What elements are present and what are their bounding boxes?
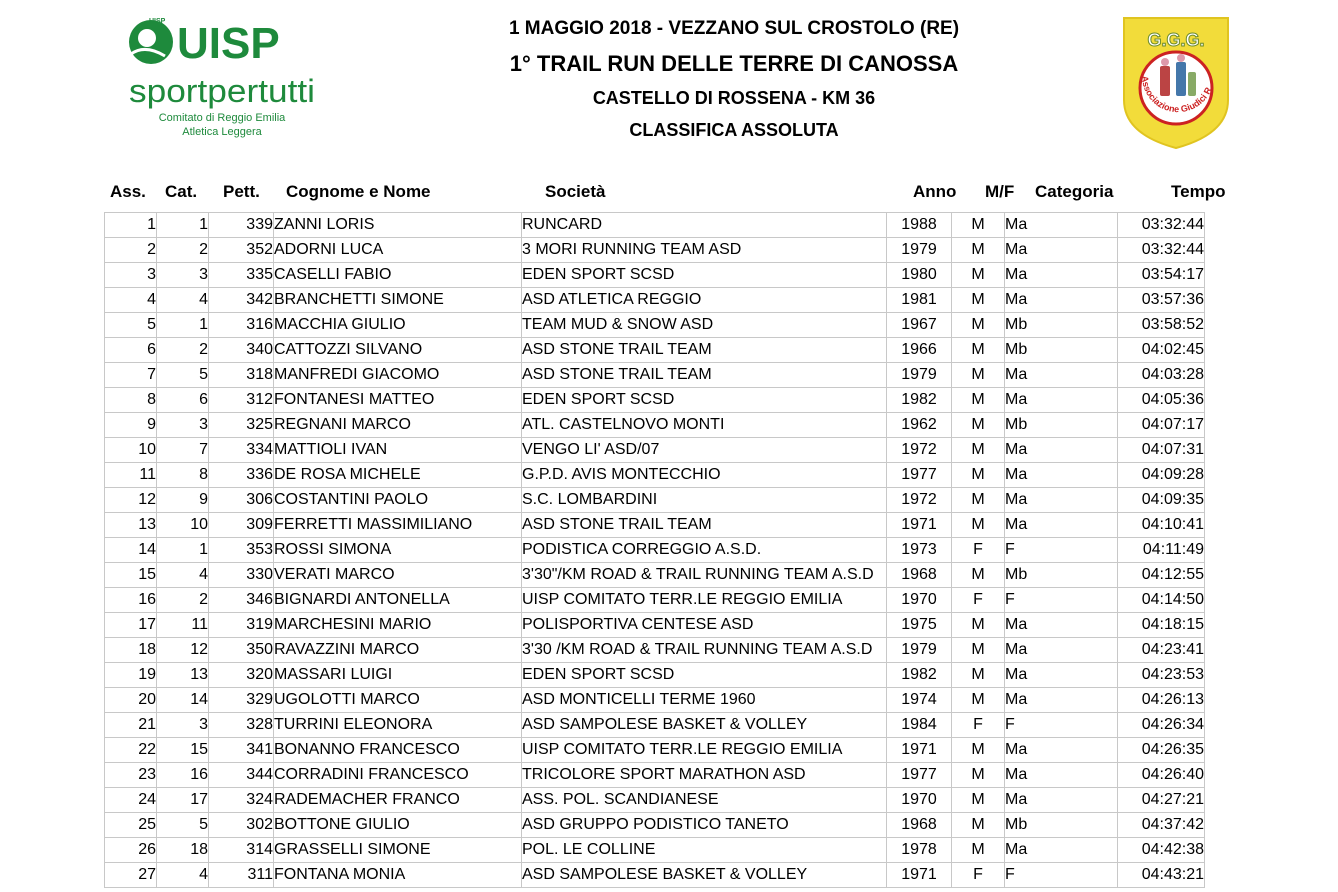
cat-cell: 4	[157, 288, 209, 313]
club-cell: ATL. CASTELNOVO MONTI	[522, 413, 887, 438]
athlete-name-cell: MATTIOLI IVAN	[274, 438, 522, 463]
table-row	[105, 663, 1205, 688]
event-course: CASTELLO DI ROSSENA - KM 36	[592, 88, 876, 108]
athlete-name-cell: COSTANTINI PAOLO	[274, 488, 522, 513]
results-body	[105, 213, 1205, 888]
category-cell: Ma	[1005, 613, 1118, 638]
athlete-name-cell: RADEMACHER FRANCO	[274, 788, 522, 813]
bib-cell: 352	[209, 238, 274, 263]
table-row	[105, 513, 1205, 538]
category-cell: Ma	[1005, 838, 1118, 863]
athlete-name-cell: MANFREDI GIACOMO	[274, 363, 522, 388]
gender-cell: M	[952, 763, 1005, 788]
table-row	[105, 263, 1205, 288]
bib-cell: 309	[209, 513, 274, 538]
ass-cell: 20	[105, 688, 157, 713]
category-cell: F	[1005, 713, 1118, 738]
birth-year-cell: 1977	[887, 763, 952, 788]
club-cell: ASD ATLETICA REGGIO	[522, 288, 887, 313]
ass-cell: 27	[105, 863, 157, 888]
time-cell: 04:43:21	[1118, 863, 1205, 888]
cat-cell: 18	[157, 838, 209, 863]
time-cell: 04:11:49	[1118, 538, 1205, 563]
ass-cell: 14	[105, 538, 157, 563]
ass-cell: 1	[105, 213, 157, 238]
athlete-name-cell: ADORNI LUCA	[274, 238, 522, 263]
gender-cell: M	[952, 388, 1005, 413]
gender-cell: M	[952, 663, 1005, 688]
cat-cell: 3	[157, 713, 209, 738]
cat-cell: 10	[157, 513, 209, 538]
cat-cell: 11	[157, 613, 209, 638]
athlete-name-cell: MASSARI LUIGI	[274, 663, 522, 688]
athlete-name-cell: CASELLI FABIO	[274, 263, 522, 288]
gender-cell: M	[952, 488, 1005, 513]
uisp-sub2: Atletica Leggera	[182, 126, 262, 138]
ass-cell: 18	[105, 638, 157, 663]
birth-year-cell: 1970	[887, 788, 952, 813]
time-cell: 04:07:31	[1118, 438, 1205, 463]
athlete-name-cell: REGNANI MARCO	[274, 413, 522, 438]
table-row	[105, 713, 1205, 738]
birth-year-cell: 1978	[887, 838, 952, 863]
club-cell: ASD SAMPOLESE BASKET & VOLLEY	[522, 863, 887, 888]
athlete-name-cell: TURRINI ELEONORA	[274, 713, 522, 738]
bib-cell: 341	[209, 738, 274, 763]
table-row	[105, 338, 1205, 363]
athlete-name-cell: CORRADINI FRANCESCO	[274, 763, 522, 788]
club-cell: EDEN SPORT SCSD	[522, 388, 887, 413]
time-cell: 04:26:35	[1118, 738, 1205, 763]
time-cell: 04:09:35	[1118, 488, 1205, 513]
athlete-name-cell: BIGNARDI ANTONELLA	[274, 588, 522, 613]
athlete-name-cell: BRANCHETTI SIMONE	[274, 288, 522, 313]
club-cell: POL. LE COLLINE	[522, 838, 887, 863]
uisp-sub1: Comitato di Reggio Emilia	[158, 112, 286, 124]
gender-cell: M	[952, 338, 1005, 363]
time-cell: 04:02:45	[1118, 338, 1205, 363]
table-row	[105, 438, 1205, 463]
ass-cell: 15	[105, 563, 157, 588]
ass-cell: 3	[105, 263, 157, 288]
table-row	[105, 363, 1205, 388]
athlete-name-cell: ROSSI SIMONA	[274, 538, 522, 563]
club-cell: TEAM MUD & SNOW ASD	[522, 313, 887, 338]
category-cell: Ma	[1005, 638, 1118, 663]
ring-text: Associazione Giudici R	[1139, 75, 1214, 115]
birth-year-cell: 1988	[887, 213, 952, 238]
ass-cell: 24	[105, 788, 157, 813]
table-row	[105, 563, 1205, 588]
club-cell: ASS. POL. SCANDIANESE	[522, 788, 887, 813]
birth-year-cell: 1977	[887, 463, 952, 488]
table-row	[105, 238, 1205, 263]
ass-cell: 11	[105, 463, 157, 488]
cat-cell: 9	[157, 488, 209, 513]
cat-cell: 4	[157, 563, 209, 588]
category-cell: F	[1005, 863, 1118, 888]
gender-cell: M	[952, 463, 1005, 488]
category-cell: Ma	[1005, 738, 1118, 763]
ass-cell: 23	[105, 763, 157, 788]
cat-cell: 5	[157, 363, 209, 388]
club-cell: VENGO LI' ASD/07	[522, 438, 887, 463]
category-cell: Ma	[1005, 663, 1118, 688]
time-cell: 04:23:53	[1118, 663, 1205, 688]
athlete-name-cell: FERRETTI MASSIMILIANO	[274, 513, 522, 538]
birth-year-cell: 1984	[887, 713, 952, 738]
birth-year-cell: 1973	[887, 538, 952, 563]
ass-cell: 17	[105, 613, 157, 638]
gender-cell: M	[952, 288, 1005, 313]
club-cell: TRICOLORE SPORT MARATHON ASD	[522, 763, 887, 788]
table-row	[105, 638, 1205, 663]
table-row	[105, 313, 1205, 338]
table-row	[105, 863, 1205, 888]
bib-cell: 344	[209, 763, 274, 788]
cat-cell: 13	[157, 663, 209, 688]
birth-year-cell: 1968	[887, 813, 952, 838]
uisp-mini-text: UISP	[149, 18, 166, 25]
category-cell: Ma	[1005, 288, 1118, 313]
category-cell: Ma	[1005, 438, 1118, 463]
bib-cell: 328	[209, 713, 274, 738]
club-cell: EDEN SPORT SCSD	[522, 663, 887, 688]
bib-cell: 334	[209, 438, 274, 463]
cat-cell: 3	[157, 413, 209, 438]
category-cell: F	[1005, 538, 1118, 563]
birth-year-cell: 1974	[887, 688, 952, 713]
bib-cell: 318	[209, 363, 274, 388]
gender-cell: F	[952, 538, 1005, 563]
bib-cell: 346	[209, 588, 274, 613]
gender-cell: M	[952, 513, 1005, 538]
cat-cell: 1	[157, 538, 209, 563]
category-cell: Ma	[1005, 763, 1118, 788]
category-cell: Ma	[1005, 238, 1118, 263]
birth-year-cell: 1962	[887, 413, 952, 438]
club-cell: RUNCARD	[522, 213, 887, 238]
birth-year-cell: 1967	[887, 313, 952, 338]
cat-cell: 4	[157, 863, 209, 888]
bib-cell: 350	[209, 638, 274, 663]
birth-year-cell: 1979	[887, 363, 952, 388]
athlete-name-cell: GRASSELLI SIMONE	[274, 838, 522, 863]
cat-cell: 6	[157, 388, 209, 413]
gender-cell: F	[952, 713, 1005, 738]
time-cell: 04:10:41	[1118, 513, 1205, 538]
athlete-name-cell: VERATI MARCO	[274, 563, 522, 588]
club-cell: UISP COMITATO TERR.LE REGGIO EMILIA	[522, 588, 887, 613]
club-cell: G.P.D. AVIS MONTECCHIO	[522, 463, 887, 488]
uisp-brand-text: UISP	[177, 19, 280, 68]
bib-cell: 316	[209, 313, 274, 338]
bib-cell: 353	[209, 538, 274, 563]
ass-cell: 16	[105, 588, 157, 613]
bib-cell: 340	[209, 338, 274, 363]
category-cell: Ma	[1005, 688, 1118, 713]
gender-cell: M	[952, 263, 1005, 288]
time-cell: 04:07:17	[1118, 413, 1205, 438]
ass-cell: 4	[105, 288, 157, 313]
gender-cell: M	[952, 413, 1005, 438]
time-cell: 03:54:17	[1118, 263, 1205, 288]
cat-cell: 15	[157, 738, 209, 763]
athlete-name-cell: MARCHESINI MARIO	[274, 613, 522, 638]
ass-cell: 10	[105, 438, 157, 463]
gender-cell: M	[952, 788, 1005, 813]
ass-cell: 26	[105, 838, 157, 863]
ggg-initials: G.G.G.	[1147, 30, 1205, 50]
gender-cell: M	[952, 838, 1005, 863]
birth-year-cell: 1971	[887, 863, 952, 888]
results-table	[104, 212, 1205, 888]
category-cell: Mb	[1005, 813, 1118, 838]
bib-cell: 306	[209, 488, 274, 513]
col-header-cat: Cat.	[165, 182, 198, 201]
club-cell: 3 MORI RUNNING TEAM ASD	[522, 238, 887, 263]
category-cell: Ma	[1005, 463, 1118, 488]
gender-cell: M	[952, 363, 1005, 388]
bib-cell: 339	[209, 213, 274, 238]
club-cell: S.C. LOMBARDINI	[522, 488, 887, 513]
cat-cell: 16	[157, 763, 209, 788]
gender-cell: M	[952, 638, 1005, 663]
bib-cell: 312	[209, 388, 274, 413]
table-row	[105, 388, 1205, 413]
ranking-title: CLASSIFICA ASSOLUTA	[629, 120, 839, 140]
club-cell: ASD MONTICELLI TERME 1960	[522, 688, 887, 713]
athlete-name-cell: MACCHIA GIULIO	[274, 313, 522, 338]
athlete-name-cell: CATTOZZI SILVANO	[274, 338, 522, 363]
ass-cell: 21	[105, 713, 157, 738]
time-cell: 04:09:28	[1118, 463, 1205, 488]
cat-cell: 1	[157, 213, 209, 238]
col-header-ass: Ass.	[110, 182, 146, 201]
uisp-tagline: sportpertutti	[129, 73, 315, 109]
col-header-societa: Società	[545, 182, 606, 201]
club-cell: PODISTICA CORREGGIO A.S.D.	[522, 538, 887, 563]
club-cell: 3'30"/KM ROAD & TRAIL RUNNING TEAM A.S.D	[522, 563, 887, 588]
birth-year-cell: 1968	[887, 563, 952, 588]
table-row	[105, 738, 1205, 763]
time-cell: 03:57:36	[1118, 288, 1205, 313]
time-cell: 04:23:41	[1118, 638, 1205, 663]
time-cell: 03:32:44	[1118, 213, 1205, 238]
athlete-name-cell: FONTANA MONIA	[274, 863, 522, 888]
birth-year-cell: 1982	[887, 663, 952, 688]
bib-cell: 325	[209, 413, 274, 438]
birth-year-cell: 1981	[887, 288, 952, 313]
athlete-name-cell: FONTANESI MATTEO	[274, 388, 522, 413]
ass-cell: 22	[105, 738, 157, 763]
cat-cell: 3	[157, 263, 209, 288]
col-header-mf: M/F	[985, 182, 1015, 201]
club-cell: 3'30 /KM ROAD & TRAIL RUNNING TEAM A.S.D	[522, 638, 887, 663]
time-cell: 04:14:50	[1118, 588, 1205, 613]
table-row	[105, 588, 1205, 613]
club-cell: ASD STONE TRAIL TEAM	[522, 363, 887, 388]
table-row	[105, 838, 1205, 863]
birth-year-cell: 1972	[887, 438, 952, 463]
table-row	[105, 688, 1205, 713]
ggg-shield	[1120, 14, 1232, 152]
gender-cell: M	[952, 438, 1005, 463]
cat-cell: 17	[157, 788, 209, 813]
table-row	[105, 813, 1205, 838]
category-cell: Ma	[1005, 388, 1118, 413]
gender-cell: M	[952, 563, 1005, 588]
event-title: 1° TRAIL RUN DELLE TERRE DI CANOSSA	[509, 51, 959, 76]
category-cell: Ma	[1005, 513, 1118, 538]
athlete-name-cell: ZANNI LORIS	[274, 213, 522, 238]
birth-year-cell: 1966	[887, 338, 952, 363]
club-cell: EDEN SPORT SCSD	[522, 263, 887, 288]
col-header-name: Cognome e Nome	[286, 182, 431, 201]
cat-cell: 8	[157, 463, 209, 488]
category-cell: Mb	[1005, 563, 1118, 588]
birth-year-cell: 1975	[887, 613, 952, 638]
category-cell: Mb	[1005, 338, 1118, 363]
col-header-categoria: Categoria	[1035, 182, 1114, 201]
table-row	[105, 613, 1205, 638]
time-cell: 03:58:52	[1118, 313, 1205, 338]
category-cell: Ma	[1005, 213, 1118, 238]
club-cell: ASD STONE TRAIL TEAM	[522, 338, 887, 363]
bib-cell: 314	[209, 838, 274, 863]
bib-cell: 330	[209, 563, 274, 588]
time-cell: 04:37:42	[1118, 813, 1205, 838]
gender-cell: M	[952, 688, 1005, 713]
category-cell: Ma	[1005, 263, 1118, 288]
table-row	[105, 538, 1205, 563]
category-cell: Ma	[1005, 788, 1118, 813]
ass-cell: 12	[105, 488, 157, 513]
bib-cell: 336	[209, 463, 274, 488]
col-header-anno: Anno	[913, 182, 957, 201]
time-cell: 04:27:21	[1118, 788, 1205, 813]
time-cell: 03:32:44	[1118, 238, 1205, 263]
club-cell: ASD SAMPOLESE BASKET & VOLLEY	[522, 713, 887, 738]
athlete-name-cell: RAVAZZINI MARCO	[274, 638, 522, 663]
birth-year-cell: 1970	[887, 588, 952, 613]
ass-cell: 7	[105, 363, 157, 388]
athlete-name-cell: BONANNO FRANCESCO	[274, 738, 522, 763]
cat-cell: 2	[157, 338, 209, 363]
category-cell: Mb	[1005, 413, 1118, 438]
bib-cell: 324	[209, 788, 274, 813]
time-cell: 04:26:40	[1118, 763, 1205, 788]
athlete-name-cell: UGOLOTTI MARCO	[274, 688, 522, 713]
event-date-location: 1 MAGGIO 2018 - VEZZANO SUL CROSTOLO (RE)	[508, 18, 960, 39]
cat-cell: 7	[157, 438, 209, 463]
time-cell: 04:05:36	[1118, 388, 1205, 413]
club-cell: POLISPORTIVA CENTESE ASD	[522, 613, 887, 638]
ass-cell: 9	[105, 413, 157, 438]
table-row	[105, 788, 1205, 813]
time-cell: 04:26:34	[1118, 713, 1205, 738]
bib-cell: 329	[209, 688, 274, 713]
time-cell: 04:03:28	[1118, 363, 1205, 388]
ass-cell: 25	[105, 813, 157, 838]
cat-cell: 5	[157, 813, 209, 838]
time-cell: 04:26:13	[1118, 688, 1205, 713]
birth-year-cell: 1982	[887, 388, 952, 413]
bib-cell: 320	[209, 663, 274, 688]
ass-cell: 6	[105, 338, 157, 363]
club-cell: ASD GRUPPO PODISTICO TANETO	[522, 813, 887, 838]
gender-cell: M	[952, 613, 1005, 638]
birth-year-cell: 1979	[887, 238, 952, 263]
gender-cell: M	[952, 313, 1005, 338]
bib-cell: 311	[209, 863, 274, 888]
birth-year-cell: 1972	[887, 488, 952, 513]
time-cell: 04:42:38	[1118, 838, 1205, 863]
gender-cell: F	[952, 863, 1005, 888]
birth-year-cell: 1979	[887, 638, 952, 663]
ggg-logo	[1120, 14, 1232, 152]
table-row	[105, 488, 1205, 513]
col-header-pett: Pett.	[223, 182, 260, 201]
bib-cell: 342	[209, 288, 274, 313]
table-row	[105, 213, 1205, 238]
bib-cell: 335	[209, 263, 274, 288]
category-cell: F	[1005, 588, 1118, 613]
category-cell: Mb	[1005, 313, 1118, 338]
ass-cell: 8	[105, 388, 157, 413]
cat-cell: 12	[157, 638, 209, 663]
birth-year-cell: 1971	[887, 513, 952, 538]
club-cell: UISP COMITATO TERR.LE REGGIO EMILIA	[522, 738, 887, 763]
cat-cell: 1	[157, 313, 209, 338]
gender-cell: M	[952, 213, 1005, 238]
bib-cell: 302	[209, 813, 274, 838]
athlete-name-cell: BOTTONE GIULIO	[274, 813, 522, 838]
birth-year-cell: 1980	[887, 263, 952, 288]
table-row	[105, 763, 1205, 788]
bib-cell: 319	[209, 613, 274, 638]
col-header-tempo: Tempo	[1171, 182, 1226, 201]
ass-cell: 2	[105, 238, 157, 263]
time-cell: 04:18:15	[1118, 613, 1205, 638]
ass-cell: 19	[105, 663, 157, 688]
cat-cell: 14	[157, 688, 209, 713]
cat-cell: 2	[157, 238, 209, 263]
club-cell: ASD STONE TRAIL TEAM	[522, 513, 887, 538]
gender-cell: M	[952, 738, 1005, 763]
birth-year-cell: 1971	[887, 738, 952, 763]
gender-cell: M	[952, 238, 1005, 263]
cat-cell: 2	[157, 588, 209, 613]
gender-cell: F	[952, 588, 1005, 613]
ass-cell: 13	[105, 513, 157, 538]
table-row	[105, 288, 1205, 313]
category-cell: Ma	[1005, 488, 1118, 513]
table-row	[105, 463, 1205, 488]
gender-cell: M	[952, 813, 1005, 838]
category-cell: Ma	[1005, 363, 1118, 388]
ass-cell: 5	[105, 313, 157, 338]
table-row	[105, 413, 1205, 438]
athlete-name-cell: DE ROSA MICHELE	[274, 463, 522, 488]
time-cell: 04:12:55	[1118, 563, 1205, 588]
